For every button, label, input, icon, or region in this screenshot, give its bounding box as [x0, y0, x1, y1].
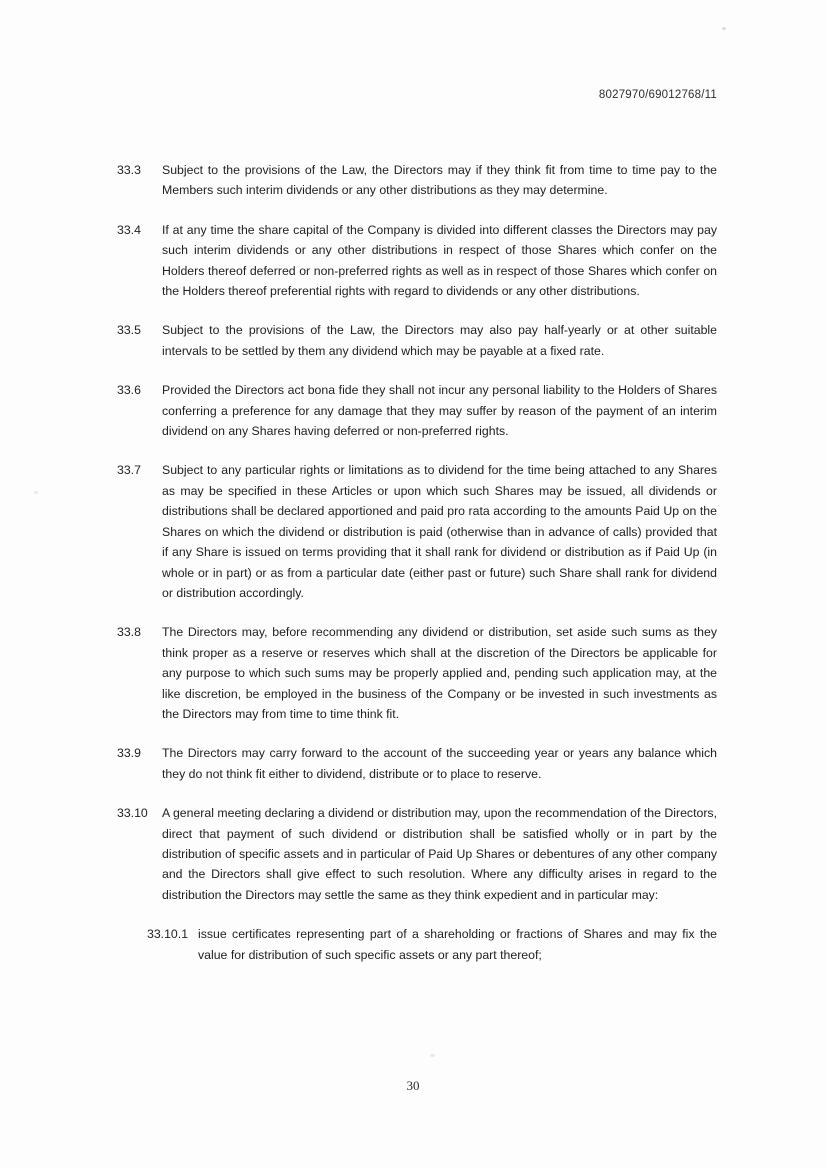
scan-artifact-speck [722, 27, 726, 30]
clause-number: 33.4 [117, 222, 141, 237]
clause-33-10 [117, 803, 717, 905]
clause-number: 33.10 [117, 806, 148, 821]
clause-text: If at any time the share capital of the Company is divided into different classes the Directors may pay such interim dividends or any other distributions in respect of those Shares which confer on the Holders thereof deferred or non-preferred rights as well as in respect of those Shares which confer on the Holders thereof preferential rights with regard to dividends or any other distributions. [162, 222, 717, 299]
clause-text: Subject to any particular rights or limitations as to dividend for the time being attached to any Shares as may be specified in these Articles or upon which such Shares may be issued, all dividends or distributions shall be declared apportioned and paid pro rata according to the amounts Paid Up on the Shares on which the dividend or distribution is paid (otherwise than in advance of calls) provided that if any Share is issued on terms providing that it shall rank for dividend or distribution as if Paid Up (in whole or in part) or as from a particular date (either past or future) such Share shall rank for dividend or distribution accordingly. [162, 463, 717, 600]
clause-33-4 [117, 220, 717, 302]
clause-number: 33.6 [117, 383, 141, 398]
clause-text: A general meeting declaring a dividend or distribution may, upon the recommendation of the Directors, direct that payment of such dividend or distribution shall be satisfied wholly or in part by the distribution of specific assets and in particular of Paid Up Shares or debentures of any other company and the Directors shall give effect to such resolution. Where any difficulty arises in regard to the distribution the Directors may settle the same as they think expedient and in particular may: [162, 806, 717, 902]
clause-number: 33.8 [117, 625, 141, 640]
clause-number: 33.9 [117, 746, 141, 761]
clause-number: 33.7 [117, 463, 141, 478]
clause-number: 33.3 [117, 163, 141, 177]
clause-33-9 [117, 743, 717, 784]
clause-number: 33.5 [117, 323, 141, 338]
clause-text: Subject to the provisions of the Law, the Directors may also pay half-yearly or at other suitable intervals to be settled by them any dividend which may be payable at a fixed rate. [162, 323, 717, 358]
scan-artifact-speck [430, 1054, 435, 1057]
scan-artifact-speck [34, 491, 38, 494]
clause-33-10-1 [147, 924, 717, 965]
document-reference-number: 8027970/69012768/11 [598, 89, 717, 101]
clause-33-8 [117, 622, 717, 724]
clause-number: 33.10.1 [147, 927, 189, 942]
page-number: 30 [406, 1078, 420, 1093]
clause-text: Provided the Directors act bona fide they shall not incur any personal liability to the Holders of Shares conferring a preference for any damage that they may suffer by reason of the payment of an interim dividend on any Shares having deferred or non-preferred rights. [162, 383, 717, 439]
clause-33-7 [117, 460, 717, 603]
clause-text: Subject to the provisions of the Law, the Directors may if they think fit from time to time pay to the Members such interim dividends or any other distributions as they may determine. [162, 163, 717, 198]
clause-text: issue certificates representing part of a shareholding or fractions of Shares and may fix the value for distribution of such specific assets or any part thereof; [198, 927, 717, 962]
clause-text: The Directors may carry forward to the account of the succeeding year or years any balance which they do not think fit either to dividend, distribute or to place to reserve. [162, 746, 717, 781]
clause-33-6 [117, 380, 717, 441]
clause-33-5 [117, 320, 717, 361]
clause-33-3 [117, 160, 717, 201]
document-body [117, 160, 717, 984]
clause-text: The Directors may, before recommending any dividend or distribution, set aside such sums as they think proper as a reserve or reserves which shall at the discretion of the Directors be applicable for any purpose to which such sums may be properly applied and, pending such application may, at the like discretion, be employed in the business of the Company or be invested in such investments as the Directors may from time to time think fit. [162, 625, 717, 721]
